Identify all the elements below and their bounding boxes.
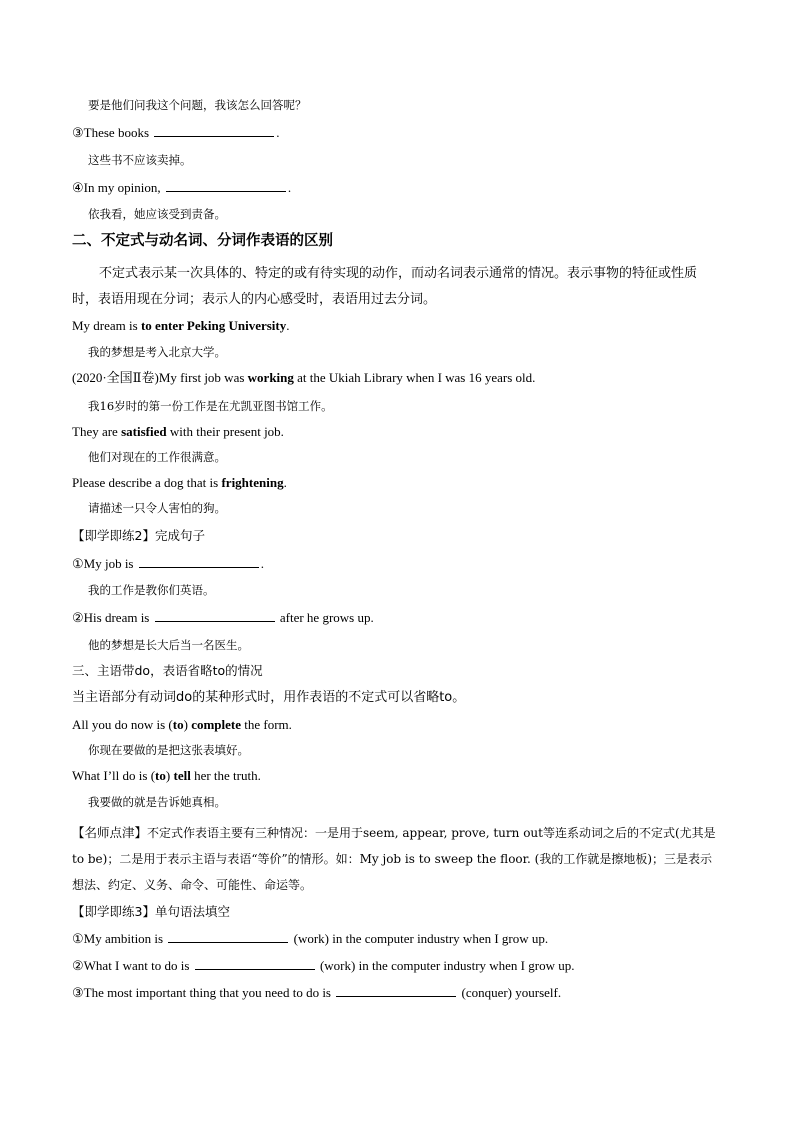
example-sentence: They are satisfied with their present job.: [72, 424, 284, 439]
practice-question: ②His dream is after he grows up.: [72, 610, 374, 625]
section-intro: 当主语部分有动词do的某种形式时，用作表语的不定式可以省略to。: [72, 690, 466, 705]
example-translation: 你现在要做的是把这张表填好。: [88, 743, 249, 757]
tip-label: 【名师点津】: [72, 825, 148, 840]
practice-title: 【即学即练2】完成句子: [72, 528, 205, 543]
example-translation: 我要做的就是告诉她真相。: [88, 795, 226, 809]
answer-blank[interactable]: [168, 929, 288, 943]
example-translation: 他们对现在的工作很满意。: [88, 450, 226, 464]
practice-translation: 他的梦想是长大后当一名医生。: [88, 638, 249, 652]
example-translation: 我16岁时的第一份工作是在尤凯亚图书馆工作。: [88, 399, 333, 413]
practice-question: ③The most important thing that you need to do is (conquer) yourself.: [72, 985, 562, 1000]
example-sentence: Please describe a dog that is frightening.: [72, 475, 287, 490]
practice-question: ①My job is .: [72, 556, 264, 571]
answer-blank[interactable]: [195, 956, 315, 970]
translation-q2: 要是他们问我这个问题，我该怎么回答呢？: [88, 98, 307, 112]
practice-question: ②What I want to do is (work) in the computer industry when I grow up.: [72, 958, 575, 973]
example-translation: 我的梦想是考入北京大学。: [88, 345, 226, 359]
exercise-q3: ③These books .: [72, 125, 280, 140]
example-sentence: All you do now is (to) complete the form.: [72, 717, 292, 732]
example-sentence: My dream is to enter Peking University.: [72, 318, 290, 333]
answer-blank[interactable]: [139, 554, 259, 568]
section-heading: 二、不定式与动名词、分词作表语的区别: [72, 233, 333, 249]
section-intro: 不定式表示某一次具体的、特定的或有待实现的动作，而动名词表示通常的情况。表示事物的特征或性质时，表语用现在分词；表示人的内心感受时，表语用过去分词。: [72, 266, 698, 307]
teacher-tip: [72, 820, 722, 898]
translation-q3: 这些书不应该卖掉。: [88, 153, 192, 167]
practice-title: 【即学即练3】单句语法填空: [72, 904, 230, 919]
answer-blank[interactable]: [166, 178, 286, 192]
answer-blank[interactable]: [336, 983, 456, 997]
practice-question: ①My ambition is (work) in the computer industry when I grow up.: [72, 931, 549, 946]
translation-q4: 依我看，她应该受到责备。: [88, 207, 226, 221]
practice-translation: 我的工作是教你们英语。: [88, 583, 215, 597]
tip-text: 不定式作表语主要有三种情况：一是用于seem, appear, prove, turn out等连系动词之后的不定式(尤其是to be)；二是用于表示主语与表语“等价”的情形。如：My job is to sweep the floor. (我的工作就是擦地板)；三是表示想法、约定、义务、命令、可能性、命运等。: [72, 826, 716, 892]
example-translation: 请描述一只令人害怕的狗。: [88, 501, 226, 515]
example-sentence: (2020·全国Ⅱ卷)My first job was working at the Ukiah Library when I was 16 years old.: [72, 370, 536, 385]
example-sentence: What I’ll do is (to) tell her the truth.: [72, 768, 261, 783]
answer-blank[interactable]: [154, 123, 274, 137]
section-heading: 三、主语带do，表语省略to的情况: [72, 663, 263, 678]
exercise-q4: ④In my opinion, .: [72, 180, 292, 195]
answer-blank[interactable]: [155, 608, 275, 622]
